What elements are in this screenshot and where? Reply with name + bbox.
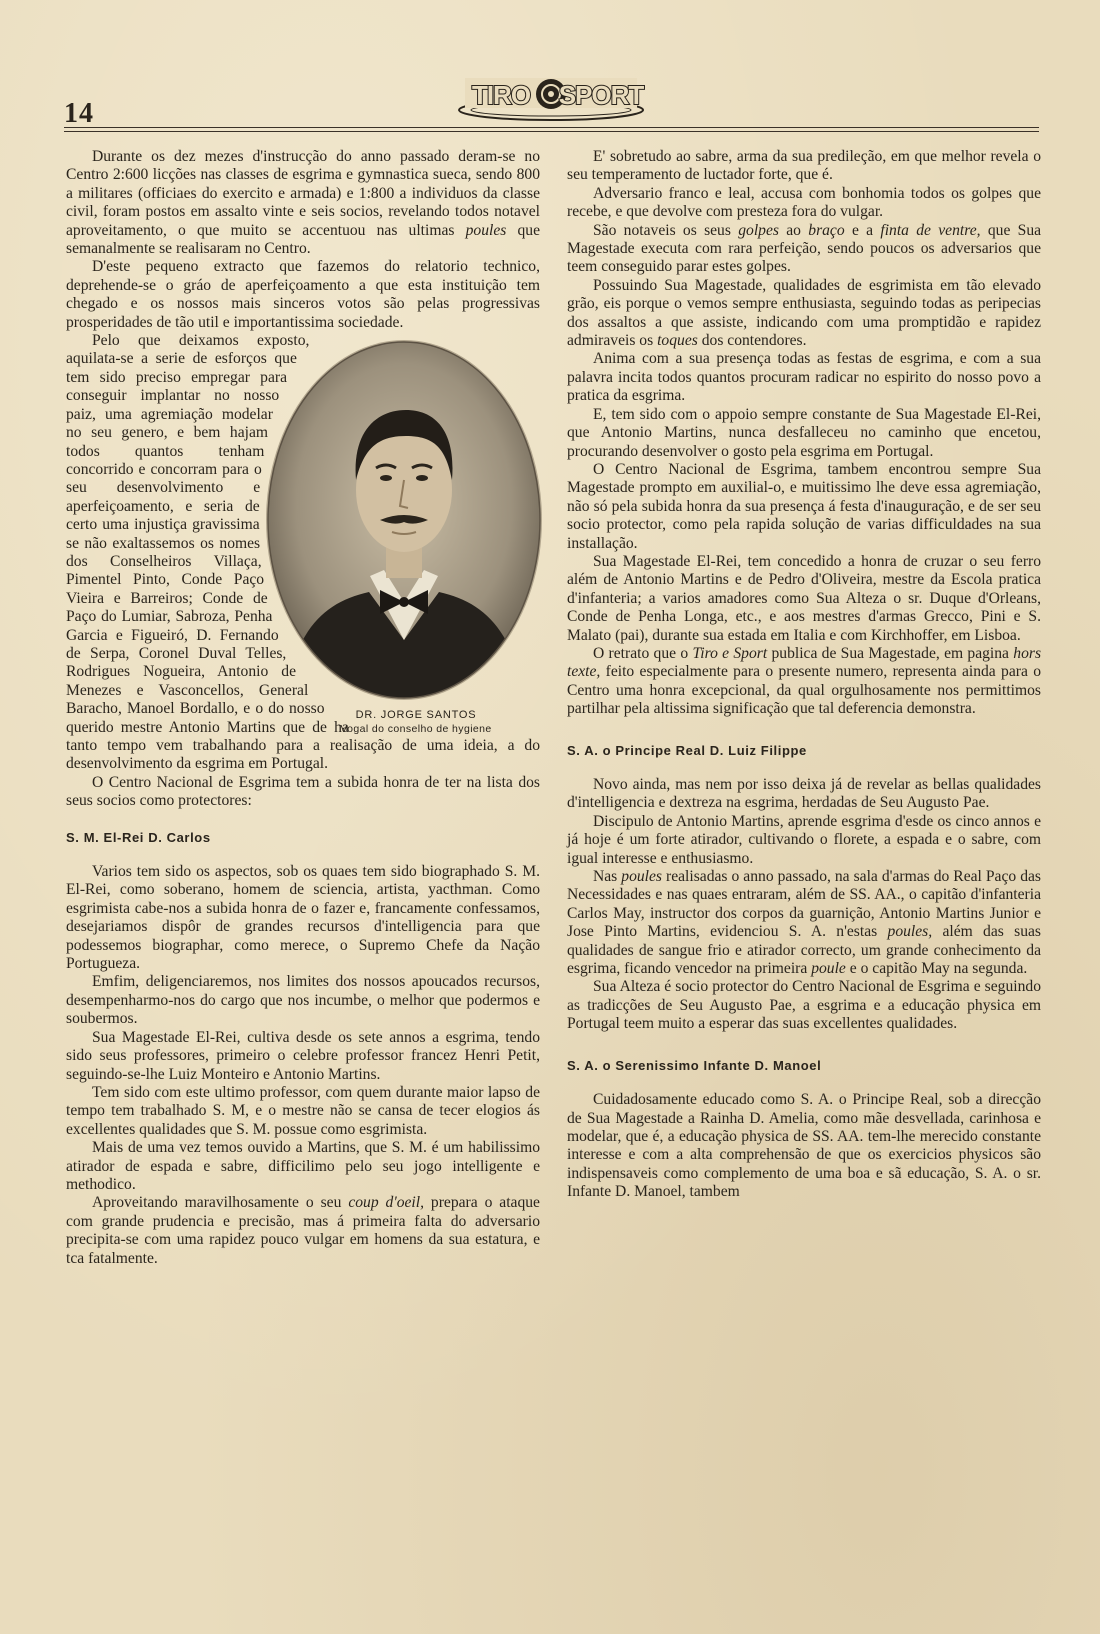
section-heading-el-rei: S. M. El-Rei D. Carlos xyxy=(66,829,211,845)
left-paragraph-1: Durante os dez mezes d'instrucção do anno passado deram-se no Centro 2:600 licções nas classes de esgrima e gymnastica sueca, sendo 800 a militares (officiaes do exercito e armada) e 1:800 a individuos da classe civil, foram postos em assalto vinte e seis socios, revelando todos notavel aproveitamento, o que muito se accentuou nas ultimas poules que semanalmente se realisaram no Centro. xyxy=(66,148,540,258)
masthead-right-word: SPORT xyxy=(558,80,644,110)
section-heading-principe-real: S. A. o Principe Real D. Luiz Filippe xyxy=(567,742,807,758)
right-paragraph-1: E' sobretudo ao sabre, arma da sua predileção, em que melhor revela o seu temperamento de luctador forte, que é. xyxy=(567,148,1041,184)
right-paragraph-3: São notaveis os seus golpes ao braço e a finta de ventre, que Sua Magestade executa com rara perfeição, sendo poucos os adversarios que teem conseguido parar estes golpes. xyxy=(567,221,1042,276)
left-paragraph-2: D'este pequeno extracto que fazemos do relatorio technico, deprehende-se o gráo de aperfeiçoamento a que esta instituição tem chegado e os nossos mais sinceros votos são pelas progressivas prosperidades de tão util e importantissima sociedade. xyxy=(66,258,540,331)
left-column xyxy=(66,148,540,1268)
header-rule-bottom xyxy=(64,131,1039,132)
portrait-photo xyxy=(264,340,544,705)
right-paragraph-7: O Centro Nacional de Esgrima, tambem encontrou sempre Sua Magestade prompto em auxilial-o, e muitissimo lhe deve essa agremiação, não só pela subida honra da sua presença á festa d'inauguração, e de ser seu socio protector, como pela rapida solução de varias difficuldades na sua installação. xyxy=(567,460,1041,552)
right-paragraph-13: Sua Alteza é socio protector do Centro Nacional de Esgrima e seguindo as tradicções de Seu Augusto Pae, a esgrima e a educação physica em Portugal teem muito a esperar das suas excellentes qualidades. xyxy=(567,978,1041,1033)
left-paragraph-10: Aproveitando maravilhosamente o seu coup d'oeil, prepara o ataque com grande prudencia e precisão, mas á primeira falta do adversario precipita-se com uma rapidez pouco vulgar em homens da sua estatura, e tca fatalmente. xyxy=(66,1194,540,1267)
left-paragraph-6: Emfim, deligenciaremos, nos limites dos nossos apoucados recursos, desempenharmo-nos do cargo que nos incumbe, o melhor que podermos e soubermos. xyxy=(66,973,540,1028)
right-paragraph-10: Novo ainda, mas nem por isso deixa já de revelar as bellas qualidades d'intelligencia e dextreza na esgrima, herdadas de Seu Augusto Pae. xyxy=(567,776,1041,812)
right-paragraph-14: Cuidadosamente educado como S. A. o Principe Real, sob a direcção de Sua Magestade a Rainha D. Amelia, como mãe desvellada, carinhosa e modelar, que é, a educação physica de SS. AA. tem-lhe merecido constante interesse e com a alta comprehensão de que os exercicios physicos são indispensaveis como complemento de uma boa e sã educação, S. A. o sr. Infante D. Manoel, tambem xyxy=(567,1091,1041,1201)
right-paragraph-12: Nas poules realisadas o anno passado, na sala d'armas do Real Paço das Necessidades e nas quaes entraram, além de SS. AA., o capitão d'infanteria Carlos May, instructor dos corpos da guarnição, Antonio Martins Junior e Jose Pinto Martins, evidenciou S. A. n'estas poules, além das suas qualidades de sangue frio e atirador correcto, um grande conhecimento da esgrima, ficando vencedor na primeira poule e o capitão May na segunda. xyxy=(567,868,1041,978)
left-paragraph-9: Mais de uma vez temos ouvido a Martins, que S. M. é um habilissimo atirador de espada e sabre, difficilimo pelo seu jogo intelligente e methodico. xyxy=(66,1139,540,1193)
left-paragraph-8: Tem sido com este ultimo professor, com quem durante maior lapso de tempo tem trabalhado S. M, e o mestre não se cansa de tecer elogios ás excellentes qualidades que S. M. possue como esgrimista. xyxy=(66,1083,540,1138)
masthead-logo xyxy=(455,72,647,122)
right-paragraph-6: E, tem sido com o appoio sempre constante de Sua Magestade El-Rei, que Antonio Martins, nunca desfalleceu no caminho que encetou, procurando desenvolver o gosto pela esgrima em Portugal. xyxy=(567,405,1041,460)
header-rule-top xyxy=(64,127,1039,128)
page-number: 14 xyxy=(64,98,94,129)
portrait-caption xyxy=(258,708,548,736)
right-paragraph-5: Anima com a sua presença todas as festas de esgrima, e com a sua palavra incita todos quantos procuram radicar no espirito do nosso povo a pratica da esgrima. xyxy=(567,350,1041,405)
right-paragraph-8: Sua Magestade El-Rei, tem concedido a honra de cruzar o seu ferro além de Antonio Martins e de Pedro d'Oliveira, mestre da Escola pratica d'infanteria; a varios amadores como Sua Alteza o sr. Duque d'Orleans, Conde de Penha Longa, etc., e aos mestres d'armas Grecco, Pini e S. Malato (pai), durante sua estada em Italia e com Kirchhoffer, em Lisboa. xyxy=(567,552,1041,644)
right-paragraph-4: Possuindo Sua Magestade, qualidades de esgrimista em tão elevado grão, eis porque o vemos sempre enthusiasta, seguindo todas as peripecias dos assaltos a que assiste, indicando com uma promptidão e rapidez admiraveis os toques dos contendores. xyxy=(567,276,1041,350)
left-paragraph-7: Sua Magestade El-Rei, cultiva desde os sete annos a esgrima, tendo sido seus professores, primeiro o celebre professor francez Henri Petit, seguindo-se-lhe Luiz Monteiro e Antonio Martins. xyxy=(66,1028,540,1083)
right-paragraph-11: Discipulo de Antonio Martins, aprende esgrima d'esde os cinco annos e já hoje é um forte atirador, cultivando o florete, a espada e o sabre, com igual interesse e enthusiasmo. xyxy=(567,812,1041,867)
masthead-left-word: TIRO xyxy=(471,80,531,110)
right-column xyxy=(567,148,1041,1202)
left-paragraph-5: Varios tem sido os aspectos, sob os quaes tem sido biographado S. M. El-Rei, como soberano, homem de sciencia, artista, yacthman. Como esgrimista cabe-nos a subida honra de o fazer e, francamente confessamos, desejariamos dispôr de grandes recursos d'intelligencia para que podessemos biographar, como merece, o Supremo Chefe da Nação Portugueza. xyxy=(66,863,540,973)
caption-name: DR. JORGE SANTOS xyxy=(355,709,477,722)
right-paragraph-2: Adversario franco e leal, accusa com bonhomia todos os golpes que recebe, e que devolve com presteza fora do vulgar. xyxy=(567,184,1041,221)
caption-role: Vogal do conselho de hygiene xyxy=(340,723,492,736)
right-paragraph-9: O retrato que o Tiro e Sport publica de Sua Magestade, em pagina hors texte, feito especialmente para o presente numero, representa ainda para o Centro uma honra excepcional, da qual orgulhosamente nos permittimos partilhar pela altissima significação que tal deferencia demonstra. xyxy=(567,644,1042,718)
section-heading-infante: S. A. o Serenissimo Infante D. Manoel xyxy=(567,1057,822,1073)
left-paragraph-3: DR. JORGE SANTOS Vogal do conselho de hygiene Pelo que deixamos exposto, aquilata-se a serie de esforços que tem sido preciso empregar para conseguir implantar no nosso paiz, uma agremiação modelar no seu genero, e bem hajam todos quantos tenham concorrido e concorram para o seu desenvolvimento e aperfeiçoamento, e seria de certo uma injustiça gravissima se não exaltassemos os nomes dos Conselheiros Villaça, Pimentel Pinto, Conde Paço Vieira e Barreiros; Conde de Paço do Lumiar, Sabroza, Penha Garcia e Figueiró, D. Fernando de Serpa, Coronel Duval Telles, Rodrigues Nogueira, Antonio de Menezes e Vasconcellos, General Baracho, Manoel Bordallo, e o do nosso querido mestre Antonio Martins que de ha tanto tempo vem trabalhando para a realisação de uma ideia, a do desenvolvimento da esgrima em Portugal. xyxy=(66,332,540,774)
portrait-figure xyxy=(258,340,548,748)
left-paragraph-4: O Centro Nacional de Esgrima tem a subida honra de ter na lista dos seus socios como protectores: xyxy=(66,773,540,810)
